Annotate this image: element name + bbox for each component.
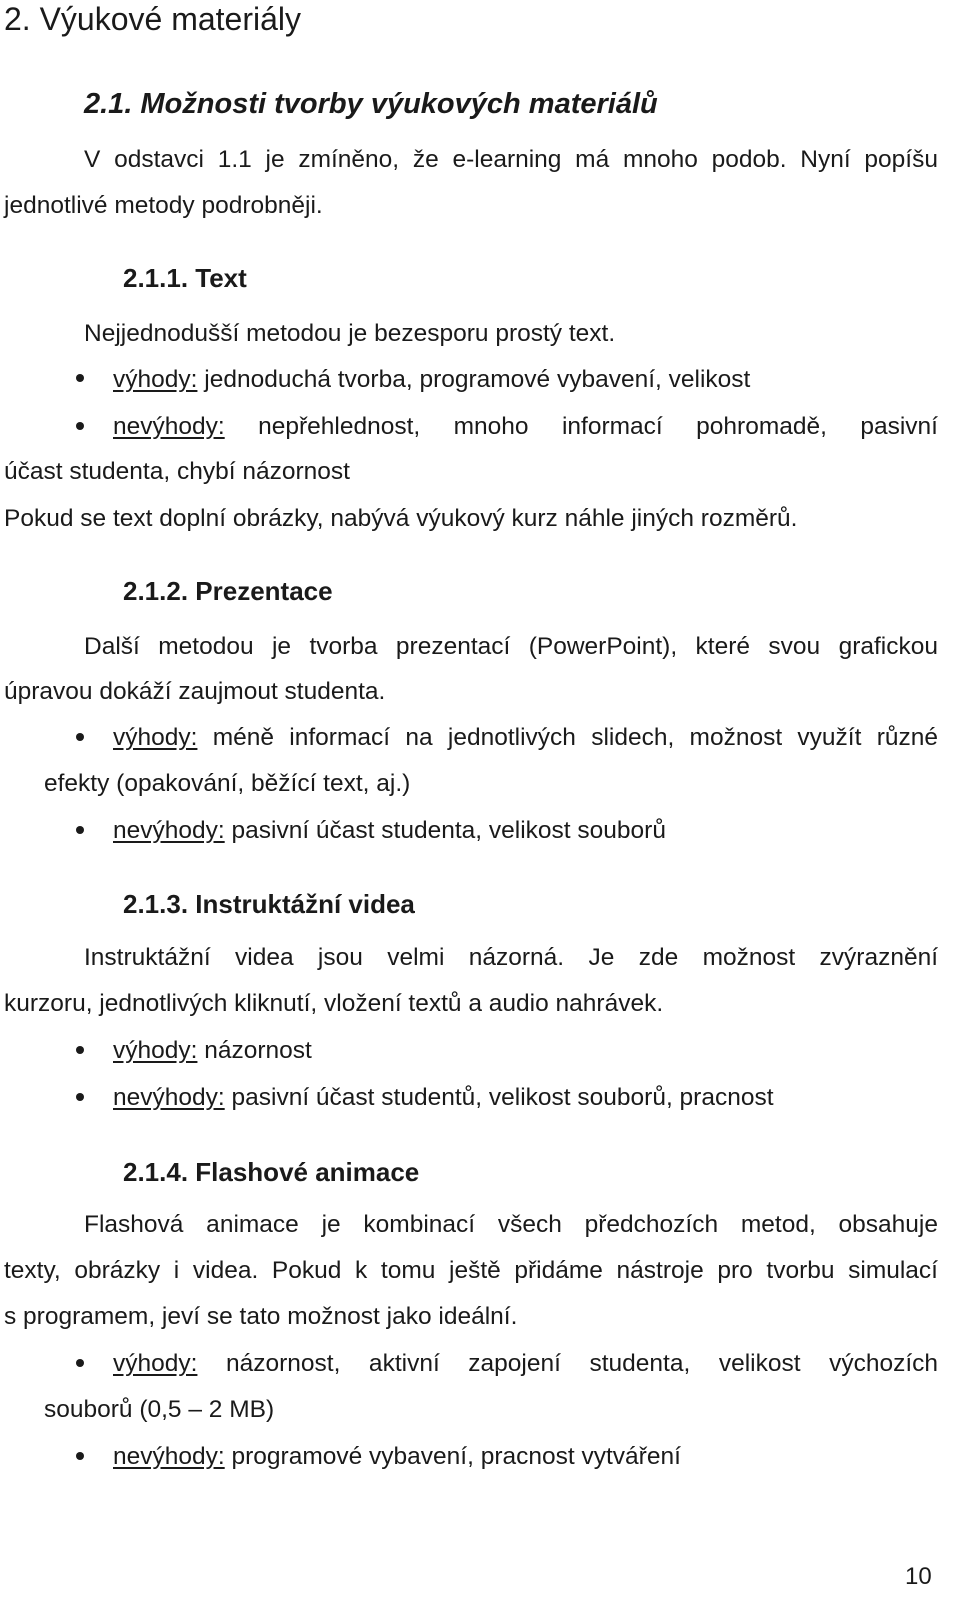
cons-text: programové vybavení, pracnost vytváření <box>224 1443 681 1470</box>
videos-text-line-2: kurzoru, jednotlivých kliknutí, vložení textů a audio nahrávek. <box>4 990 664 1017</box>
cons-text-method-line-1 <box>113 412 938 442</box>
subsection-heading-flash: 2.1.4. Flashové animace <box>123 1157 420 1187</box>
bullet-icon <box>76 1093 84 1101</box>
page-number: 10 <box>905 1563 932 1590</box>
pros-text: méně informací na jednotlivých slidech, možnost využít různé <box>197 724 938 751</box>
flash-text-line-3: s programem, jeví se tato možnost jako ideální. <box>4 1303 518 1330</box>
pros-label: výhody: <box>113 1350 198 1377</box>
pros-text-method <box>113 365 750 395</box>
text-method-after: Pokud se text doplní obrázky, nabývá výukový kurz náhle jiných rozměrů. <box>4 505 798 532</box>
pros-text: názornost <box>197 1037 312 1064</box>
bullet-icon <box>76 826 84 834</box>
flash-text-line-2: texty, obrázky i videa. Pokud k tomu ještě přidáme nástroje pro tvorbu simulací <box>4 1257 938 1284</box>
bullet-icon <box>76 1046 84 1054</box>
intro-line-1: V odstavci 1.1 je zmíněno, že e-learning má mnoho podob. Nyní popíšu <box>84 146 938 173</box>
subsection-heading-presentation: 2.1.2. Prezentace <box>123 576 333 606</box>
pros-label: výhody: <box>113 724 198 751</box>
bullet-icon <box>76 1359 84 1367</box>
subsection-heading-text: 2.1.1. Text <box>123 263 247 293</box>
pros-text: názornost, aktivní zapojení studenta, velikost výchozích <box>197 1350 938 1377</box>
cons-text: pasivní účast studentů, velikost souborů, pracnost <box>224 1084 774 1111</box>
text-intro: Nejjednodušší metodou je bezesporu prostý text. <box>84 320 616 347</box>
bullet-icon <box>76 374 84 382</box>
cons-videos <box>113 1083 774 1113</box>
presentation-text-line-2: úpravou dokáží zaujmout studenta. <box>4 678 386 705</box>
cons-text-method-line-2: účast studenta, chybí názornost <box>4 458 350 485</box>
presentation-text-line-1: Další metodou je tvorba prezentací (PowerPoint), které svou grafickou <box>84 633 938 660</box>
bullet-icon <box>76 1452 84 1460</box>
pros-text: jednoduchá tvorba, programové vybavení, velikost <box>197 366 751 393</box>
chapter-title: 2. Výukové materiály <box>4 1 302 37</box>
cons-text: nepřehlednost, mnoho informací pohromadě, pasivní <box>224 413 938 440</box>
bullet-icon <box>76 422 84 430</box>
cons-flash <box>113 1442 681 1472</box>
cons-text: pasivní účast studenta, velikost souborů <box>224 817 666 844</box>
pros-flash-line-2: souborů (0,5 – 2 MB) <box>44 1396 275 1423</box>
pros-label: výhody: <box>113 366 198 393</box>
pros-presentation-line-2: efekty (opakování, běžící text, aj.) <box>44 770 411 797</box>
cons-label: nevýhody: <box>113 413 225 440</box>
bullet-icon <box>76 733 84 741</box>
pros-videos <box>113 1036 312 1066</box>
pros-label: výhody: <box>113 1037 198 1064</box>
flash-text-line-1: Flashová animace je kombinací všech předchozích metod, obsahuje <box>84 1211 938 1238</box>
pros-flash-line-1 <box>113 1349 938 1379</box>
cons-presentation <box>113 816 666 846</box>
section-title: 2.1. Možnosti tvorby výukových materiálů <box>84 88 658 120</box>
cons-label: nevýhody: <box>113 1443 225 1470</box>
cons-label: nevýhody: <box>113 817 225 844</box>
cons-label: nevýhody: <box>113 1084 225 1111</box>
intro-line-2: jednotlivé metody podrobněji. <box>4 192 323 219</box>
videos-text-line-1: Instruktážní videa jsou velmi názorná. Je zde možnost zvýraznění <box>84 944 938 971</box>
pros-presentation-line-1 <box>113 723 938 753</box>
subsection-heading-videos: 2.1.3. Instruktážní videa <box>123 889 415 919</box>
